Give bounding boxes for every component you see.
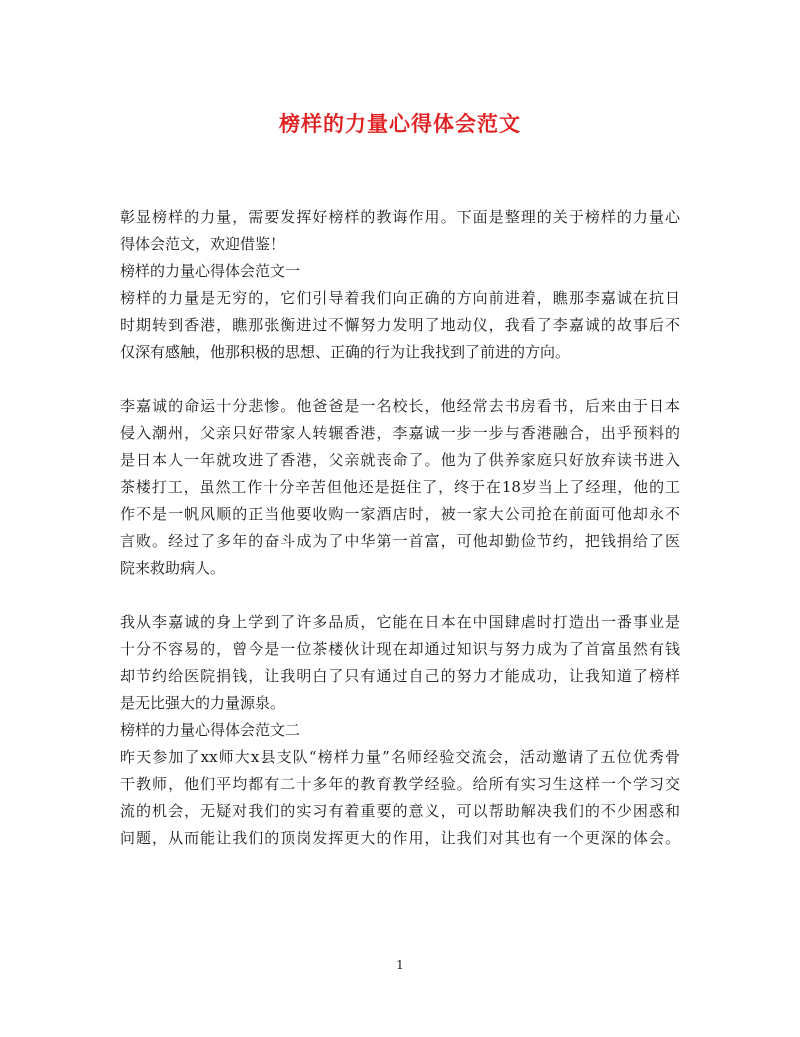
text-line: 榜样的力量心得体会范文一 (120, 262, 301, 280)
page-number: 1 (396, 958, 404, 972)
paragraph-gap (120, 582, 680, 609)
text-line: 茶楼打工，虽然工作十分辛苦但他还是挺住了，终于在18岁当上了经理，他的工 (120, 478, 680, 496)
text-line: 榜样的力量是无穷的，它们引导着我们向正确的方向前进着，瞧那李嘉诚在抗日 (120, 289, 680, 307)
text-line: 是无比强大的力量源泉。 (120, 694, 286, 712)
text-line: 昨天参加了xx师大x县支队“榜样力量”名师经验交流会，活动邀请了五位优秀骨 (120, 748, 680, 766)
text-line: 李嘉诚的命运十分悲惨。他爸爸是一名校长，他经常去书房看书，后来由于日本 (120, 397, 680, 415)
text-line: 侵入潮州，父亲只好带家人转辗香港，李嘉诚一步一步与香港融合，出乎预料的 (120, 424, 680, 442)
text-line: 作不是一帆风顺的正当他要收购一家酒店时，被一家大公司抢在前面可他却永不 (120, 505, 680, 523)
text-line: 院来救助病人。 (120, 559, 226, 577)
document-body (120, 204, 680, 852)
text-line: 十分不容易的，曾今是一位茶楼伙计现在却通过知识与努力成为了首富虽然有钱 (120, 640, 680, 658)
paragraph-gap (120, 366, 680, 393)
text-line: 得体会范文，欢迎借鉴！ (120, 235, 286, 253)
text-line: 言败。经过了多年的奋斗成为了中华第一首富，可他却勤俭节约，把钱捐给了医 (120, 532, 680, 550)
text-line: 却节约给医院捐钱，让我明白了只有通过自己的努力才能成功，让我知道了榜样 (120, 667, 680, 685)
text-line: 时期转到香港，瞧那张衡进过不懈努力发明了地动仪，我看了李嘉诚的故事后不 (120, 316, 680, 334)
text-line: 榜样的力量心得体会范文二 (120, 721, 301, 739)
text-line: 问题，从而能让我们的顶岗发挥更大的作用，让我们对其也有一个更深的体会。 (120, 829, 680, 847)
text-line: 彰显榜样的力量，需要发挥好榜样的教诲作用。下面是整理的关于榜样的力量心 (120, 208, 680, 226)
text-line: 是日本人一年就攻进了香港，父亲就丧命了。他为了供养家庭只好放弃读书进入 (120, 451, 680, 469)
text-line: 干教师，他们平均都有二十多年的教育教学经验。给所有实习生这样一个学习交 (120, 775, 680, 793)
text-line: 仅深有感触，他那积极的思想、正确的行为让我找到了前进的方向。 (120, 343, 571, 361)
page-title: 榜样的力量心得体会范文 (279, 111, 521, 136)
text-line: 流的机会，无疑对我们的实习有着重要的意义，可以帮助解决我们的不少困惑和 (120, 802, 680, 820)
text-line: 我从李嘉诚的身上学到了许多品质，它能在日本在中国肆虐时打造出一番事业是 (120, 613, 680, 631)
